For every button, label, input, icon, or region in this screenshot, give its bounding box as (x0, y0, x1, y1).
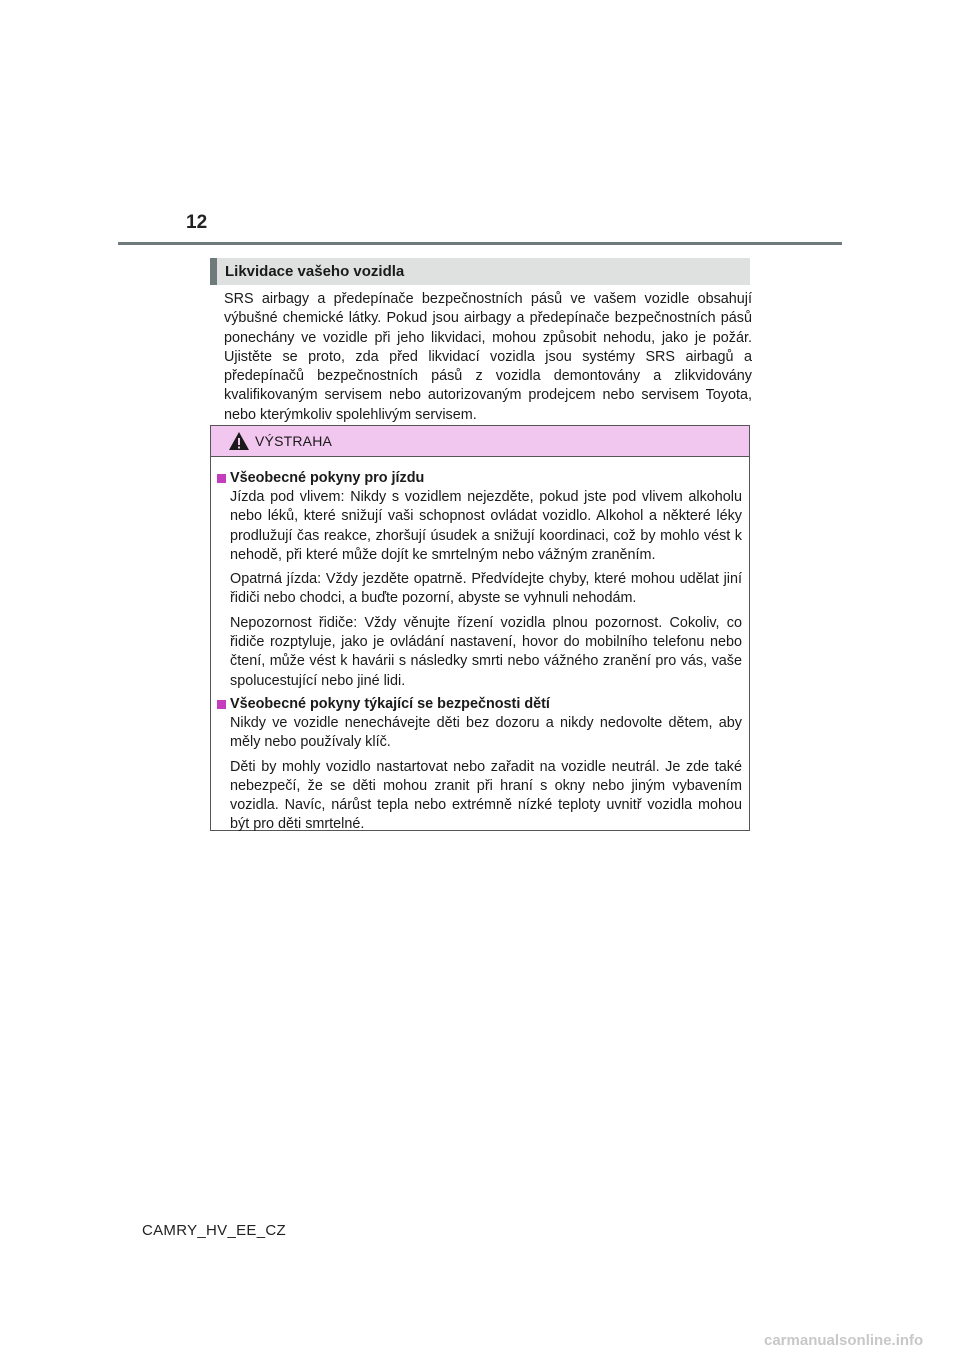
warning-title: VÝSTRAHA (255, 433, 333, 449)
document-code: CAMRY_HV_EE_CZ (142, 1222, 286, 1239)
section-heading: Likvidace vašeho vozidla (210, 258, 750, 285)
warning-paragraph: Děti by mohly vozidlo nastartovat nebo zařadit na vozidle neutrál. Je zde také nebezpečí, že se děti mohou zranit při hraní s okny nebo jiným vybavením vozidla. Navíc, nárůst tepla nebo extrémně nízké teploty uvnitř vozidla mohou být pro děti smrtelné. (230, 758, 742, 833)
watermark: carmanualsonline.info (764, 1332, 924, 1349)
warning-paragraph: Nikdy ve vozidle nenechávejte děti bez dozoru a nikdy nedovolte dětem, aby měly nebo používaly klíč. (230, 714, 742, 751)
square-bullet-icon (217, 474, 226, 483)
warning-body (211, 457, 749, 835)
header-rule (118, 242, 842, 245)
warning-paragraph: Opatrná jízda: Vždy jezděte opatrně. Předvídejte chyby, které mohou udělat jiní řidiči nebo chodci, a buďte pozorní, abyste se vyhnuli nehodám. (230, 571, 742, 607)
warning-triangle-icon (228, 431, 250, 451)
warning-header (211, 426, 749, 457)
warning-section-heading (217, 469, 742, 488)
page-number: 12 (186, 212, 208, 233)
warning-section-heading-text: Všeobecné pokyny týkající se bezpečnosti dětí (230, 695, 550, 712)
warning-section-heading-text: Všeobecné pokyny pro jízdu (230, 470, 425, 486)
warning-paragraph: Nepozornost řidiče: Vždy věnujte řízení vozidla plnou pozornost. Cokoliv, co řidiče rozptyluje, jako je ovládání nastavení, hovor do mobilního telefonu nebo čtení, může vést k havárii s následky smrti nebo vážného zranění pro vás, vaše spolucestující nebo jiné lidi. (230, 614, 742, 689)
warning-section-heading (217, 695, 742, 714)
square-bullet-icon (217, 700, 226, 709)
intro-paragraph: SRS airbagy a předepínače bezpečnostních pásů ve vašem vozidle obsahují výbušné chemické látky. Pokud jsou airbagy a předepínače bezpečnostních pásů ponechány ve vozidle při jeho likvidaci, mohou způsobit nehodu, jako je požár. Ujistěte se proto, zda před likvidací vozidla jsou systémy SRS airbagů a předepínačů bezpečnostních pásů z vozidla demontovány a zlikvidovány kvalifikovaným servisem nebo autorizovaným prodejcem nebo servisem Toyota, nebo kterýmkoliv spolehlivým servisem. (224, 291, 752, 423)
warning-paragraph: Jízda pod vlivem: Nikdy s vozidlem nejezděte, pokud jste pod vlivem alkoholu nebo léků, které snižují vaši schopnost ovládat vozidlo. Alkohol a některé léky prodlužují čas reakce, zhoršují úsudek a snižují koordinaci, což by mohlo vést k nehodě, při které může dojít ke smrtelným nebo vážným zraněním. (230, 489, 742, 563)
warning-box (210, 425, 750, 831)
